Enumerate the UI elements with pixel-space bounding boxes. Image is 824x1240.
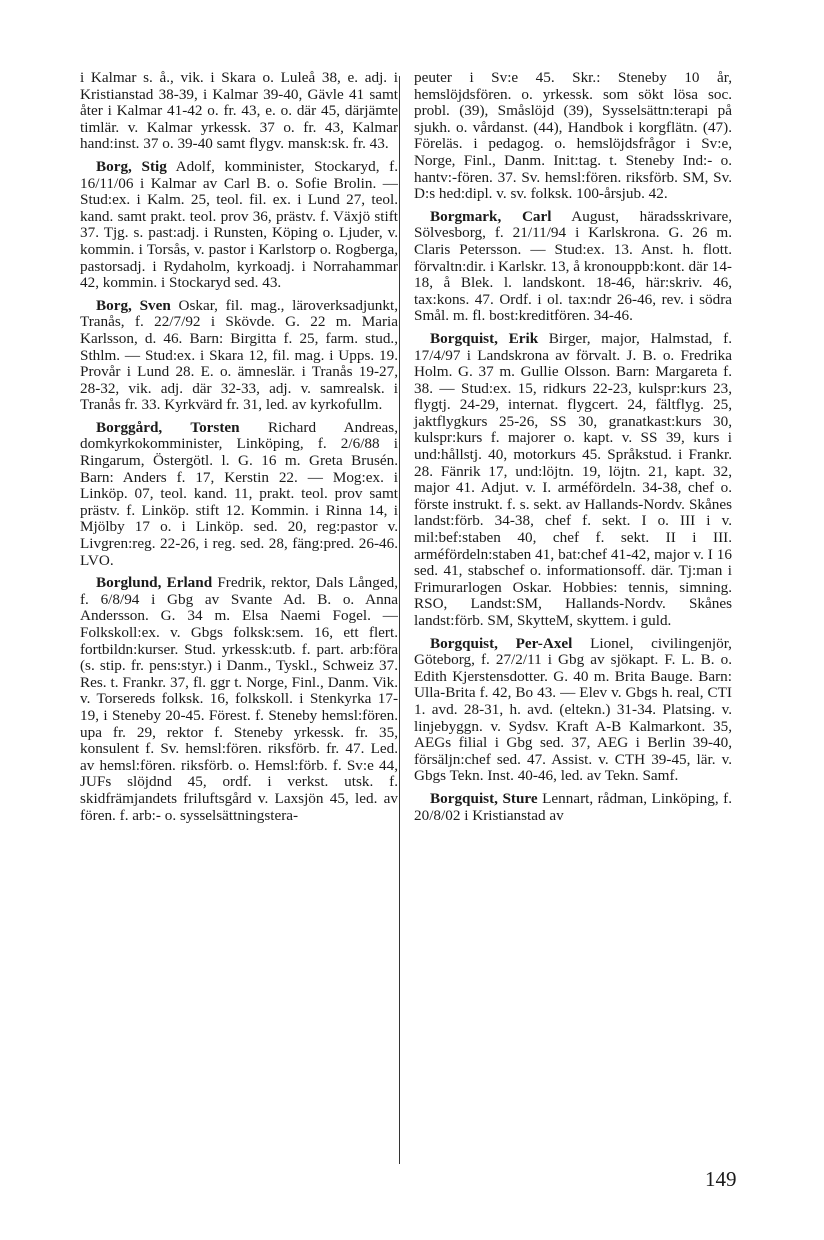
- entry-text: Richard Andreas, domkyrkokomminister, Linköping, f. 2/6/88 i Ringarum, Östergötl. l. G. 16 m. Greta Brusén. Barn: Anders f. 17, Kerstin 22. — Mog:ex. i Linköp. 07, teol. kand. 11, prakt. teol. prov samt prästv. f. Linköp. stift 12. Kommin. i Rinna 14, i Mjölby 17 o. i Linköp. sed. 20, reg:pastor v. Livgren:reg. 22-26, i reg. sed. 28, fäng:pred. 26-46. LVO.: [80, 418, 398, 569]
- biography-entry: [414, 209, 732, 325]
- biography-entry: [414, 331, 732, 630]
- entry-name: Borgmark, Carl: [430, 207, 552, 225]
- biography-entry: [414, 636, 732, 785]
- entry-text: Lennart, rådman, Linköping, f. 20/8/02 i Kristianstad av: [414, 789, 732, 824]
- entry-text: Adolf, komminister, Stockaryd, f. 16/11/06 i Kalmar av Carl B. o. Sofie Brolin. — Stud:ex. i Kalm. 25, teol. fil. ex. i Lund 27, teol. kand. samt prakt. teol. prov 36, prästv. f. Växjö stift 37. Tjg. s. past:adj. i Runsten, Köping o. Ljuder, v. kommin. i Torsås, v. pastor i Karlstorp o. Rogberga, pastorsadj. i Rydaholm, kyrkoadj. i Norrahammar 42, kommin. i Stockaryd sed. 43.: [80, 157, 398, 292]
- page-number: 149: [705, 1167, 737, 1191]
- entry-name: Borg, Sven: [96, 296, 171, 314]
- column-divider: [399, 76, 400, 1164]
- entry-text: Fredrik, rektor, Dals Långed, f. 6/8/94 i Gbg av Svante Ad. B. o. Anna Andersson. G. 34 m. Elsa Naemi Fogel. — Folkskoll:ex. v. Gbgs folksk:sem. 16, ett flert. fortbildn:kurser. Stud. yrkessk:utb. f. part. arb:föra (s. stip. fr. pens:styr.) i Danm., Tyskl., Schweiz 37. Res. t. Frankr. 37, fl. ggr t. Norge, Finl., Danm. Vik. v. Torsereds folksk. 16, folkskoll. i Stenkyrka 17-19, i Steneby 20-45. Förest. f. Steneby hemsl:fören. upa fr. 29, rektor f. Steneby yrkessk. fr. 35, konsulent f. Sv. hemsl:fören. riksförb. fr. 47. Led. av hemsl:fören. riksförb. o. Hemsl:förb. f. Sv:e 44, JUFs slöjdnd 45, ordf. i verkst. utsk. f. skidfrämjandets friluftsgård v. Laxsjön 45, led. av fören. f. arb:- o. sysselsättningstera-: [80, 574, 398, 824]
- entry-name: Borgquist, Sture: [430, 789, 538, 807]
- biography-entry: [80, 70, 398, 153]
- entry-name: Borg, Stig: [96, 157, 167, 175]
- biography-entry: [414, 791, 732, 824]
- entry-name: Borgquist, Erik: [430, 329, 539, 347]
- entry-text: Oskar, fil. mag., läroverksadjunkt, Tranås, f. 22/7/92 i Skövde. G. 22 m. Maria Karlsson, d. 46. Barn: Birgitta f. 25, farm. stud., Sthlm. — Stud:ex. i Skara 12, fil. mag. i Upps. 19. Provår i Lund 28. E. o. ämneslär. i Tranås 19-27, 28-32, vik. adj. där 32-33, adj. v. samrealsk. i Tranås fr. 33. Kyrkvärd fr. 31, led. av kyrkofullm.: [80, 296, 398, 414]
- entry-text: Lionel, civilingenjör, Göteborg, f. 27/2/11 i Gbg av sjökapt. F. L. B. o. Edith Kjerstensdotter. G. 40 m. Brita Bauge. Barn: Ulla-Brita f. 42, Bo 43. — Elev v. Gbgs h. real, CTI 1. avd. 28-31, h. avd. (eltekn.) 31-34. Platsing. v. linjebyggn. v. Sydsv. Kraft A-B Kalmarkont. 35, AEGs filial i Gbg sed. 37, AEG i Berlin 39-40, försäljn:chef sed. 47. Assist. v. CTH 39-45, lär. v. Gbgs Tekn. Inst. 40-46, led. av Tekn. Samf.: [414, 634, 732, 785]
- entry-text: August, häradsskrivare, Sölvesborg, f. 21/11/94 i Karlskrona. G. 26 m. Claris Petersson. — Stud:ex. 13. Anst. h. flott. förvaltn:dir. i Karlskr. 13, å kronouppb:kont. där 14-18, å Blek. l. landskont. 18-46, här:skriv. 46, tax:kons. 47. Ordf. i ol. tax:ndr 26-46, rev. i södra Smål. m. fl. bost:kreditfören. 34-46.: [414, 207, 733, 325]
- entry-text: peuter i Sv:e 45. Skr.: Steneby 10 år, hemslöjdsfören. o. yrkessk. som sökt lösa soc. probl. (39), Småslöjd (39), Sysselsättn:terapi på sjukh. o. vårdanst. (44), Handbok i korgflätn. (47). Föreläs. i pedagog. o. hemslöjdsfrågor i Sv:e, Norge, Finl., Danm. Init:tag. t. Steneby Ind:- o. hantv:-fören. 37. Sv. hemsl:fören. riksförb. SM, Sv. D:s hed:dipl. v. sv. folksk. 100-årsjub. 42.: [414, 69, 732, 203]
- biography-entry: [414, 70, 732, 203]
- biography-entry: [80, 298, 398, 414]
- right-column: [414, 70, 732, 830]
- entry-text: Birger, major, Halmstad, f. 17/4/97 i Landskrona av förvalt. J. B. o. Fredrika Holm. G. 37 m. Gullie Olsson. Barn: Margareta f. 38. — Stud:ex. 15, ridkurs 22-23, kulspr:kurs 23, flygtj. 24-29, internat. flygcert. 24, fältflyg. 25, jaktflygkurs 25-26, SS 30, granatkast:kurs 30, kulspr:kurs f. majorer o. kapt. v. SS 39, kurs i und:hållstj. 40, motorkurs 45. Språkstud. i Frankr. 28. Fänrik 17, und:löjtn. 19, löjtn. 21, kapt. 32, major 41. Adjut. v. I. arméfördeln. 34-38, chef o. förste instrukt. f. s. sekt. av Hallands-Nordv. Skånes landst:förb. 34-38, chef f. sekt. I o. III i v. mil:bef:staben 40, chef f. sekt. II i III. arméfördeln:staben 41, bat:chef 41-42, major v. I 16 sed. 41, stabschef o. informationsoff. där. Tj:man i Frimurarlogen Oskar. Hobbies: tennis, simning. RSO, Landst:SM, Hallands-Nordv. Skånes landst:förb. SM, SkyttеM, skyttem. i guld.: [414, 329, 732, 629]
- entry-text: i Kalmar s. å., vik. i Skara o. Luleå 38, e. adj. i Kristianstad 38-39, i Kalmar 39-40, Gävle 41 samt åter i Kalmar 41-42 o. fr. 43, e. o. där 45, därjämte timlär. v. Kalmar yrkessk. 37 o. fr. 43, Kalmar hand:inst. 37 o. 39-40 samt flygv. mansk:sk. fr. 43.: [80, 69, 398, 153]
- entry-name: Borggård, Torsten: [96, 418, 240, 436]
- entry-name: Borgquist, Per-Axel: [430, 634, 573, 652]
- biography-entry: [80, 575, 398, 824]
- biography-entry: [80, 420, 398, 569]
- entry-name: Borglund, Erland: [96, 574, 213, 592]
- left-column: [80, 70, 398, 830]
- biography-entry: [80, 159, 398, 292]
